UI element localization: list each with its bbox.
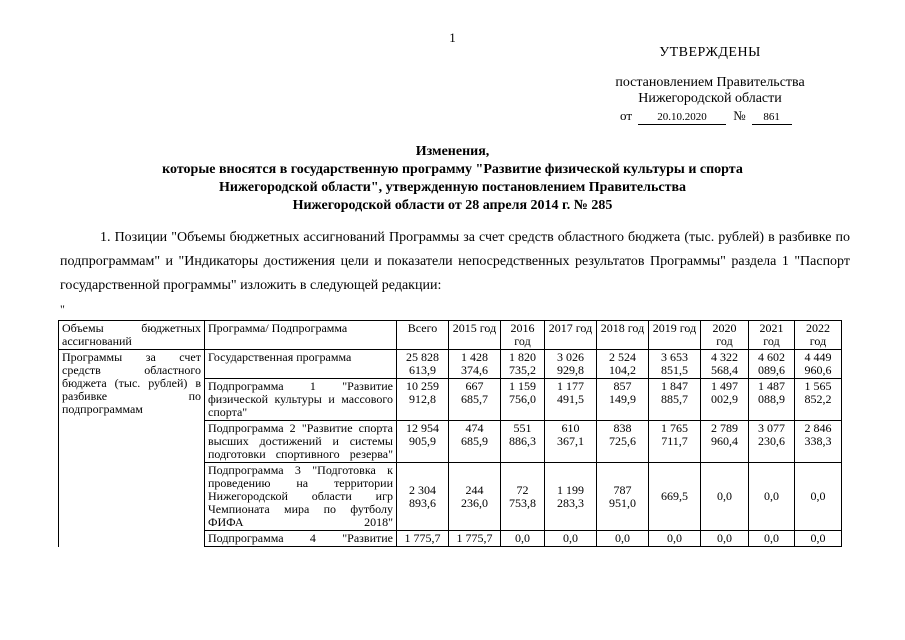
row-value: 1 199 283,3	[545, 463, 597, 531]
row-value: 610 367,1	[545, 421, 597, 463]
table-row	[59, 350, 842, 379]
row-value: 787 951,0	[597, 463, 649, 531]
row-total: 25 828 613,9	[397, 350, 449, 379]
row-value: 0,0	[501, 531, 545, 547]
row-total: 12 954 905,9	[397, 421, 449, 463]
row-value: 1 765 711,7	[649, 421, 701, 463]
row-value: 0,0	[795, 463, 842, 531]
from-label: от	[620, 108, 633, 123]
approval-number: 861	[752, 111, 792, 125]
row-value: 2 789 960,4	[701, 421, 749, 463]
row-value: 1 497 002,9	[701, 379, 749, 421]
left-cell-head: Объемы бюджетных ассигнований	[59, 321, 205, 350]
row-value: 838 725,6	[597, 421, 649, 463]
row-value: 0,0	[597, 531, 649, 547]
row-value: 857 149,9	[597, 379, 649, 421]
row-name: Подпрограмма 3 "Подготовка к проведению на территории Нижегородской области игр Чемпионата мира по футболу ФИФА 2018"	[205, 463, 397, 531]
row-value: 3 026 929,8	[545, 350, 597, 379]
opening-quote: "	[60, 302, 65, 316]
row-total: 2 304 893,6	[397, 463, 449, 531]
header-year: 2019 год	[649, 321, 701, 350]
row-total: 10 259 912,8	[397, 379, 449, 421]
row-value: 4 449 960,6	[795, 350, 842, 379]
approval-line1: постановлением Правительства	[615, 75, 805, 90]
approval-heading: УТВЕРЖДЕНЫ	[659, 45, 761, 60]
row-value: 1 159 756,0	[501, 379, 545, 421]
row-total: 1 775,7	[397, 531, 449, 547]
row-value: 0,0	[701, 531, 749, 547]
row-value: 0,0	[749, 531, 795, 547]
number-label: №	[733, 108, 746, 123]
page-number: 1	[449, 30, 456, 45]
row-value: 2 846 338,3	[795, 421, 842, 463]
row-value: 1 565 852,2	[795, 379, 842, 421]
row-value: 1 847 885,7	[649, 379, 701, 421]
row-value: 0,0	[649, 531, 701, 547]
row-value: 551 886,3	[501, 421, 545, 463]
row-value: 667 685,7	[449, 379, 501, 421]
approval-date: 20.10.2020	[638, 111, 726, 125]
header-year: 2022 год	[795, 321, 842, 350]
title-line3: Нижегородской области", утвержденную постановлением Правительства	[218, 180, 687, 195]
row-value: 0,0	[701, 463, 749, 531]
header-year: 2015 год	[449, 321, 501, 350]
row-value: 4 322 568,4	[701, 350, 749, 379]
row-value: 2 524 104,2	[597, 350, 649, 379]
row-value: 4 602 089,6	[749, 350, 795, 379]
row-value: 669,5	[649, 463, 701, 531]
header-year: 2018 год	[597, 321, 649, 350]
row-value: 3 653 851,5	[649, 350, 701, 379]
row-value: 1 428 374,6	[449, 350, 501, 379]
document-title	[0, 143, 905, 215]
row-value: 0,0	[545, 531, 597, 547]
title-line4: Нижегородской области от 28 апреля 2014 г. № 285	[292, 198, 613, 213]
row-value: 3 077 230,6	[749, 421, 795, 463]
row-value: 244 236,0	[449, 463, 501, 531]
row-name: Подпрограмма 2 "Развитие спорта высших достижений и системы подготовки спортивного резерва"	[205, 421, 397, 463]
table-header-row	[59, 321, 842, 350]
title-line1: Изменения,	[415, 144, 490, 159]
row-value: 1 820 735,2	[501, 350, 545, 379]
header-year: 2020 год	[701, 321, 749, 350]
header-year: 2016 год	[501, 321, 545, 350]
left-cell-body: Программы за счет средств областного бюджета (тыс. рублей) в разбивке по подпрограммам	[59, 350, 205, 547]
header-total: Всего	[397, 321, 449, 350]
row-name: Государственная программа	[205, 350, 397, 379]
row-value: 1 487 088,9	[749, 379, 795, 421]
row-value: 474 685,9	[449, 421, 501, 463]
approval-line2: Нижегородской области	[638, 91, 782, 106]
header-year: 2021 год	[749, 321, 795, 350]
title-line2: которые вносятся в государственную программу "Развитие физической культуры и спорта	[162, 162, 743, 177]
row-value: 1 177 491,5	[545, 379, 597, 421]
row-value: 0,0	[749, 463, 795, 531]
row-name: Подпрограмма 4 "Развитие	[205, 531, 397, 547]
header-program: Программа/ Подпрограмма	[205, 321, 397, 350]
row-value: 72 753,8	[501, 463, 545, 531]
row-value: 0,0	[795, 531, 842, 547]
row-name: Подпрограмма 1 "Развитие физической культуры и массового спорта"	[205, 379, 397, 421]
paragraph-1: 1. Позиции "Объемы бюджетных ассигнований Программы за счет средств областного бюджета (тыс. рублей) в разбивке по подпрограммам" и "Индикаторы достижения цели и показатели непосредственных результатов Программы" раздела 1 "Паспорт государственной программы" изложить в следующей редакции:	[60, 230, 850, 293]
header-year: 2017 год	[545, 321, 597, 350]
budget-table	[58, 320, 842, 547]
approval-date-line	[620, 108, 792, 125]
row-value: 1 775,7	[449, 531, 501, 547]
